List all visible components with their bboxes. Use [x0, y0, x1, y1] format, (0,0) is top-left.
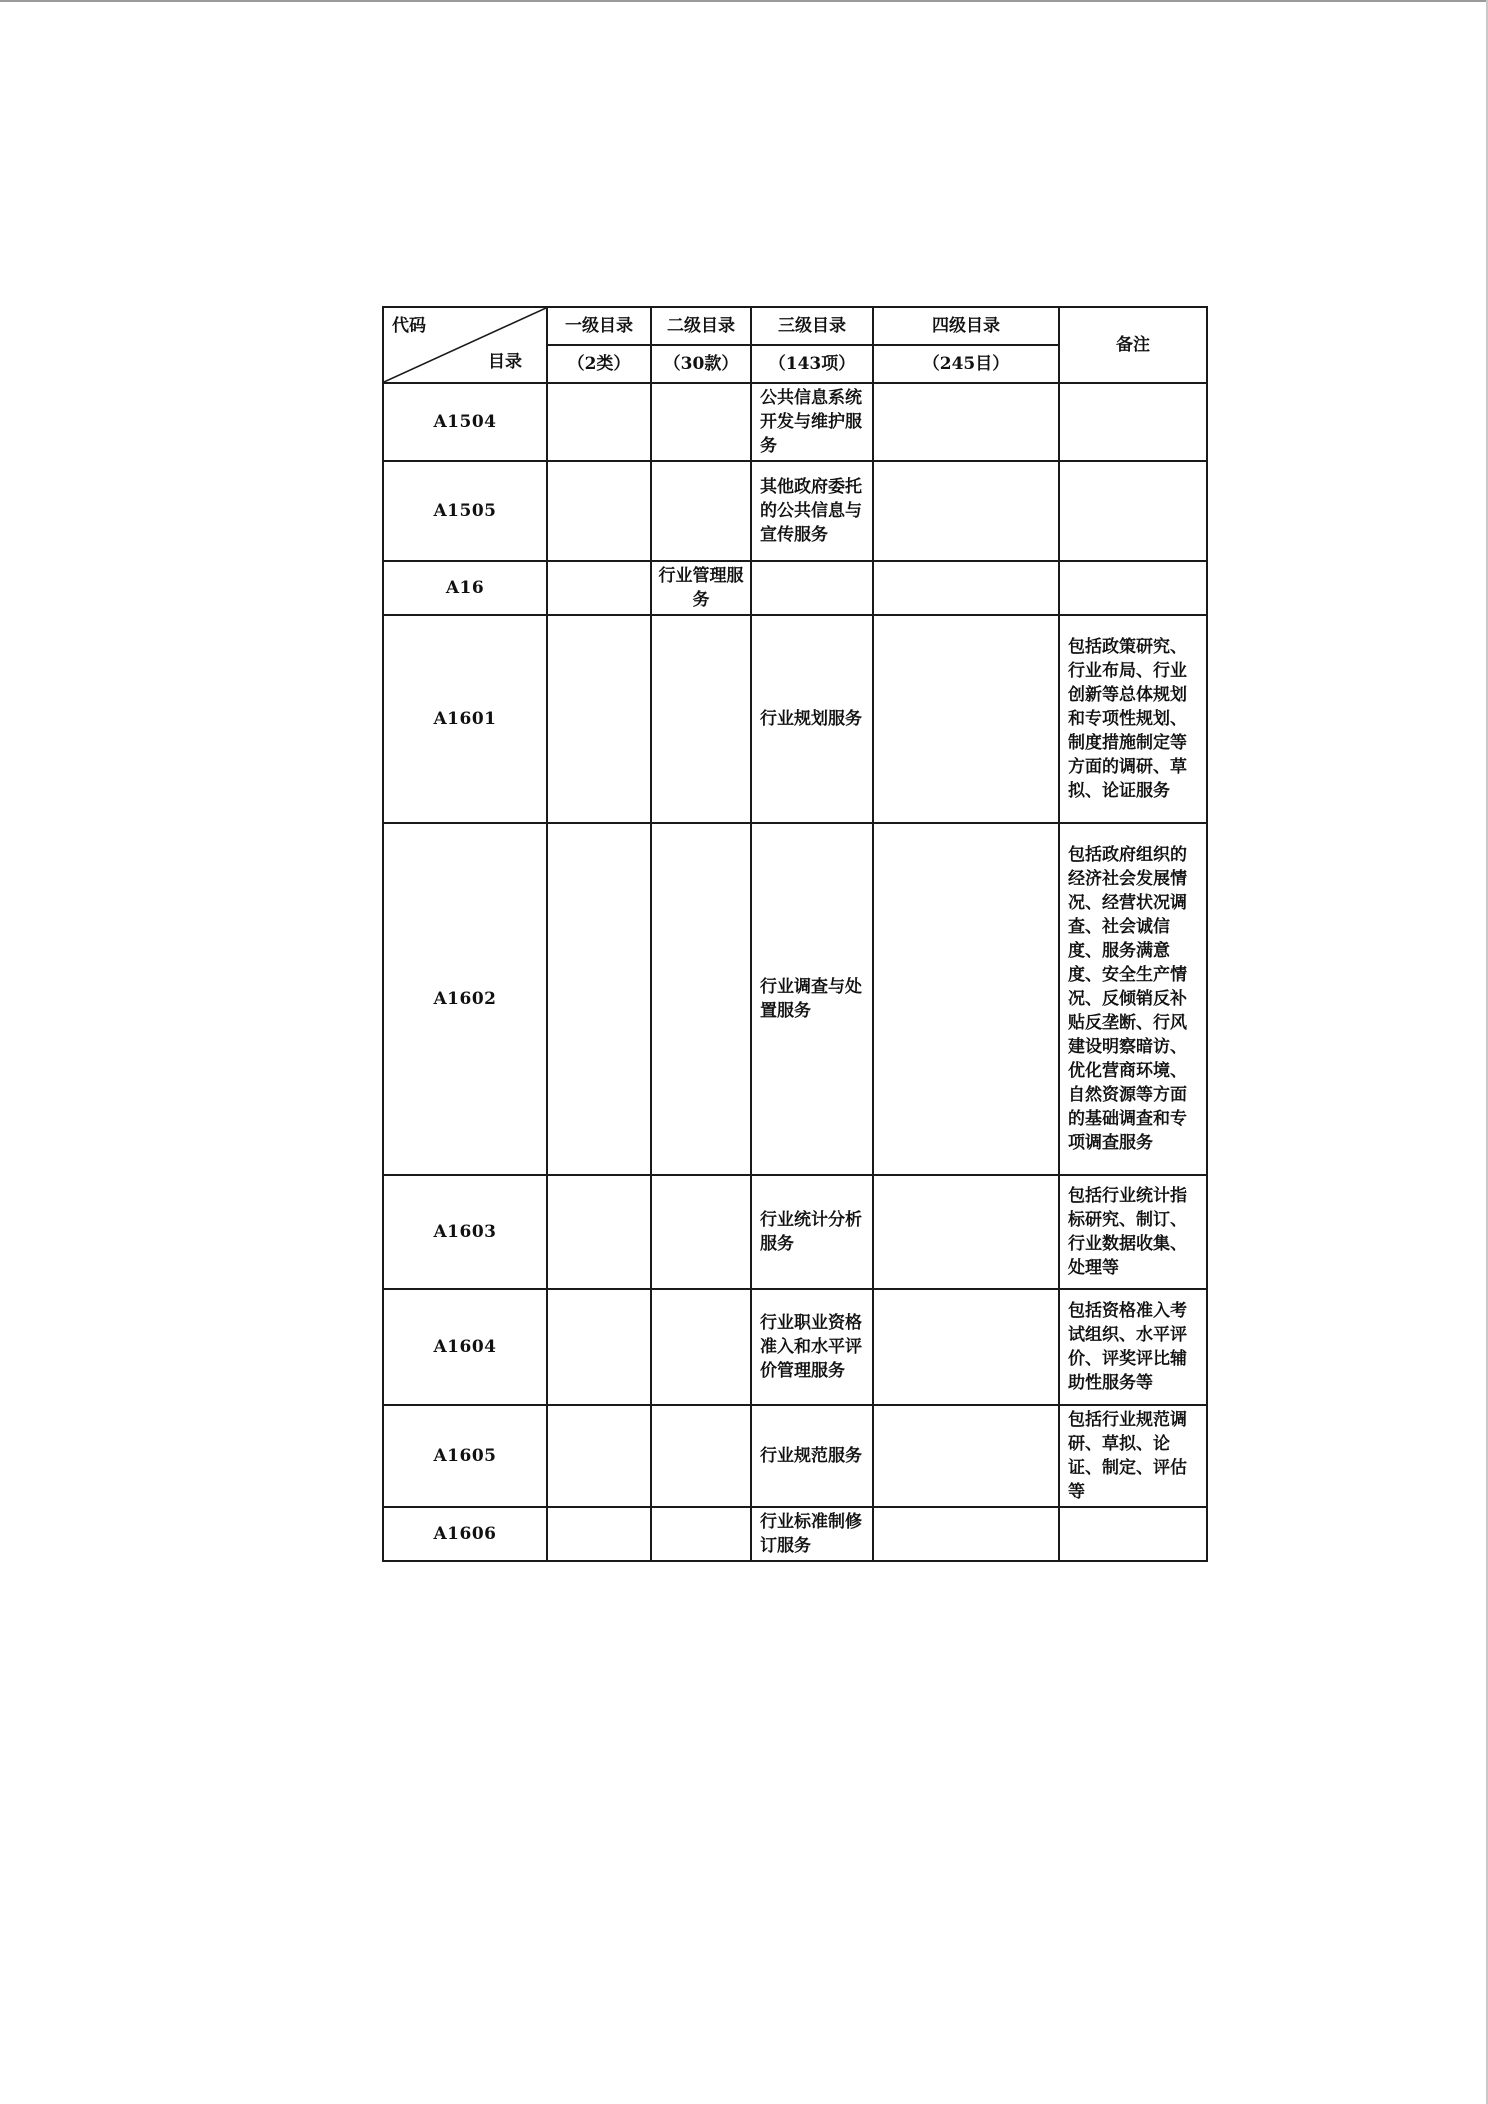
level3-count: （143项）: [751, 345, 873, 383]
row-code: A1504: [383, 383, 547, 461]
level1-count: （2类）: [547, 345, 651, 383]
row-level4: [873, 1507, 1059, 1561]
row-level3: 行业职业资格准入和水平评价管理服务: [751, 1289, 873, 1405]
row-level4: [873, 1405, 1059, 1507]
row-level3: 行业规划服务: [751, 615, 873, 823]
level4-title: 四级目录: [873, 307, 1059, 345]
row-code: A1505: [383, 461, 547, 561]
row-note: [1059, 1507, 1207, 1561]
row-level1: [547, 1405, 651, 1507]
row-level1: [547, 1289, 651, 1405]
row-level1: [547, 1507, 651, 1561]
row-level4: [873, 383, 1059, 461]
row-note: 包括资格准入考试组织、水平评价、评奖评比辅助性服务等: [1059, 1289, 1207, 1405]
row-level2: 行业管理服务: [651, 561, 751, 615]
row-code: A1604: [383, 1289, 547, 1405]
row-code: A1602: [383, 823, 547, 1175]
row-level3: 行业规范服务: [751, 1405, 873, 1507]
row-code: A16: [383, 561, 547, 615]
table-row: [383, 615, 1207, 823]
row-note: 包括政策研究、行业布局、行业创新等总体规划和专项性规划、制度措施制定等方面的调研、草拟、论证服务: [1059, 615, 1207, 823]
level2-count: （30款）: [651, 345, 751, 383]
catalog-table: [382, 306, 1208, 1562]
corner-header-cell: [383, 307, 547, 383]
row-note: [1059, 461, 1207, 561]
table-row: [383, 1507, 1207, 1561]
row-level4: [873, 1175, 1059, 1289]
row-level4: [873, 1289, 1059, 1405]
table-row: [383, 461, 1207, 561]
row-note: [1059, 561, 1207, 615]
table-row: [383, 1289, 1207, 1405]
row-level3: 其他政府委托的公共信息与宣传服务: [751, 461, 873, 561]
level2-title: 二级目录: [651, 307, 751, 345]
row-level4: [873, 461, 1059, 561]
row-level4: [873, 823, 1059, 1175]
row-level2: [651, 1289, 751, 1405]
table-row: [383, 1405, 1207, 1507]
row-level2: [651, 461, 751, 561]
row-level1: [547, 461, 651, 561]
row-level4: [873, 615, 1059, 823]
row-level1: [547, 1175, 651, 1289]
row-level2: [651, 383, 751, 461]
corner-catalog-label: 目录: [488, 352, 522, 372]
row-note: [1059, 383, 1207, 461]
row-level2: [651, 1405, 751, 1507]
row-level1: [547, 561, 651, 615]
row-code: A1603: [383, 1175, 547, 1289]
row-level3: 公共信息系统开发与维护服务: [751, 383, 873, 461]
row-code: A1606: [383, 1507, 547, 1561]
row-level2: [651, 823, 751, 1175]
row-note: 包括政府组织的经济社会发展情况、经营状况调查、社会诚信度、服务满意度、安全生产情况、反倾销反补贴反垄断、行风建设明察暗访、优化营商环境、自然资源等方面的基础调查和专项调查服务: [1059, 823, 1207, 1175]
row-level2: [651, 615, 751, 823]
row-level1: [547, 383, 651, 461]
row-level3: [751, 561, 873, 615]
table-row: [383, 823, 1207, 1175]
corner-code-label: 代码: [392, 316, 426, 336]
table-row: [383, 561, 1207, 615]
notes-title: 备注: [1059, 307, 1207, 383]
row-level3: 行业标准制修订服务: [751, 1507, 873, 1561]
row-level4: [873, 561, 1059, 615]
row-note: 包括行业规范调研、草拟、论证、制定、评估等: [1059, 1405, 1207, 1507]
scan-top-edge: [0, 0, 1488, 2]
row-level2: [651, 1507, 751, 1561]
level1-title: 一级目录: [547, 307, 651, 345]
row-code: A1605: [383, 1405, 547, 1507]
header-row-titles: [383, 307, 1207, 345]
row-level1: [547, 823, 651, 1175]
level4-count: （245目）: [873, 345, 1059, 383]
table-row: [383, 383, 1207, 461]
row-code: A1601: [383, 615, 547, 823]
row-note: 包括行业统计指标研究、制订、行业数据收集、处理等: [1059, 1175, 1207, 1289]
row-level3: 行业统计分析服务: [751, 1175, 873, 1289]
level3-title: 三级目录: [751, 307, 873, 345]
table-row: [383, 1175, 1207, 1289]
row-level2: [651, 1175, 751, 1289]
row-level3: 行业调查与处置服务: [751, 823, 873, 1175]
row-level1: [547, 615, 651, 823]
